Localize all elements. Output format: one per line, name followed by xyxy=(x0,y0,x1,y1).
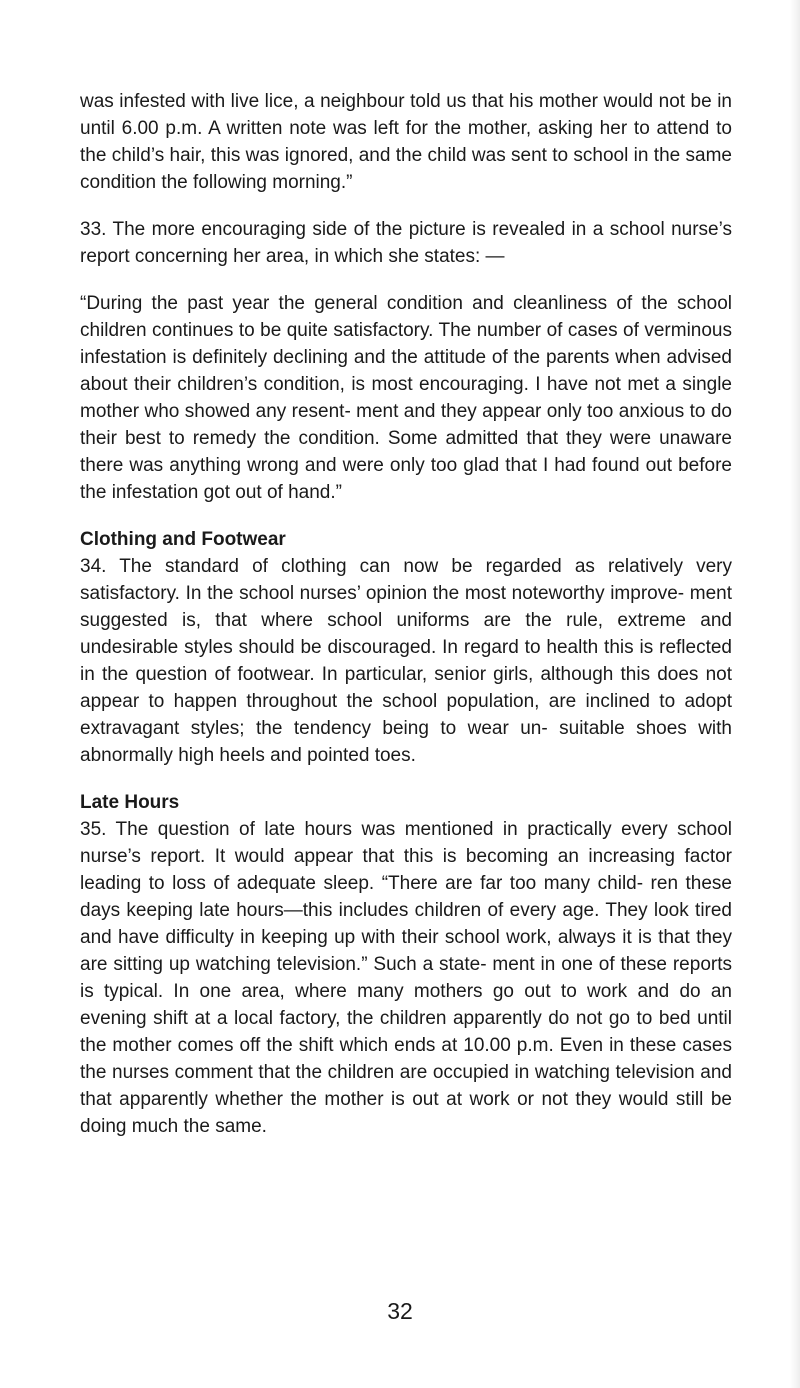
heading-clothing-footwear: Clothing and Footwear xyxy=(80,529,286,550)
document-body xyxy=(80,88,732,1160)
paragraph-quote: “During the past year the general condition and cleanliness of the school children continues to be quite satisfactory. The number of cases of verminous infestation is definitely declining and the attitude of the parents when advised about their children’s condition, is most encouraging. I have not met a single mother who showed any resent- ment and they appear only too anxious to do their best to remedy the condition. Some admitted that they were unaware there was anything wrong and were only too glad that I had found out before the infestation got out of hand.” xyxy=(80,293,732,503)
paragraph-34: 34. The standard of clothing can now be regarded as relatively very satisfactory. In the school nurses’ opinion the most noteworthy improve- ment suggested is, that where school uniforms are the rule, extreme and undesirable styles should be discouraged. In regard to health this is reflected in the question of footwear. In particular, senior girls, although this does not appear to happen throughout the school population, are inclined to adopt extravagant styles; the tendency being to wear un- suitable shoes with abnormally high heels and pointed toes. xyxy=(80,556,732,766)
page-edge-shadow xyxy=(790,0,800,1388)
paragraph-continuation: was infested with live lice, a neighbour told us that his mother would not be in until 6.00 p.m. A written note was left for the mother, asking her to attend to the child’s hair, this was ignored, and the child was sent to school in the same condition the following morning.” xyxy=(80,91,732,193)
page-number: 32 xyxy=(387,1298,413,1324)
heading-late-hours: Late Hours xyxy=(80,792,180,813)
paragraph-33: 33. The more encouraging side of the picture is revealed in a school nurse’s report concerning her area, in which she states: — xyxy=(80,219,732,267)
paragraph-35: 35. The question of late hours was mentioned in practically every school nurse’s report. It would appear that this is becoming an increasing factor leading to loss of adequate sleep. “There are far too many child- ren these days keeping late hours—this includes children of every age. They look tired and have difficulty in keeping up with their school work, always it is that they are sitting up watching television.” Such a state- ment in one of these reports is typical. In one area, where many mothers go out to work and do an evening shift at a local factory, the children apparently do not go to bed until the mother comes off the shift which ends at 10.00 p.m. Even in these cases the nurses comment that the children are occupied in watching television and that apparently whether the mother is out at work or not they would still be doing much the same. xyxy=(80,819,732,1137)
